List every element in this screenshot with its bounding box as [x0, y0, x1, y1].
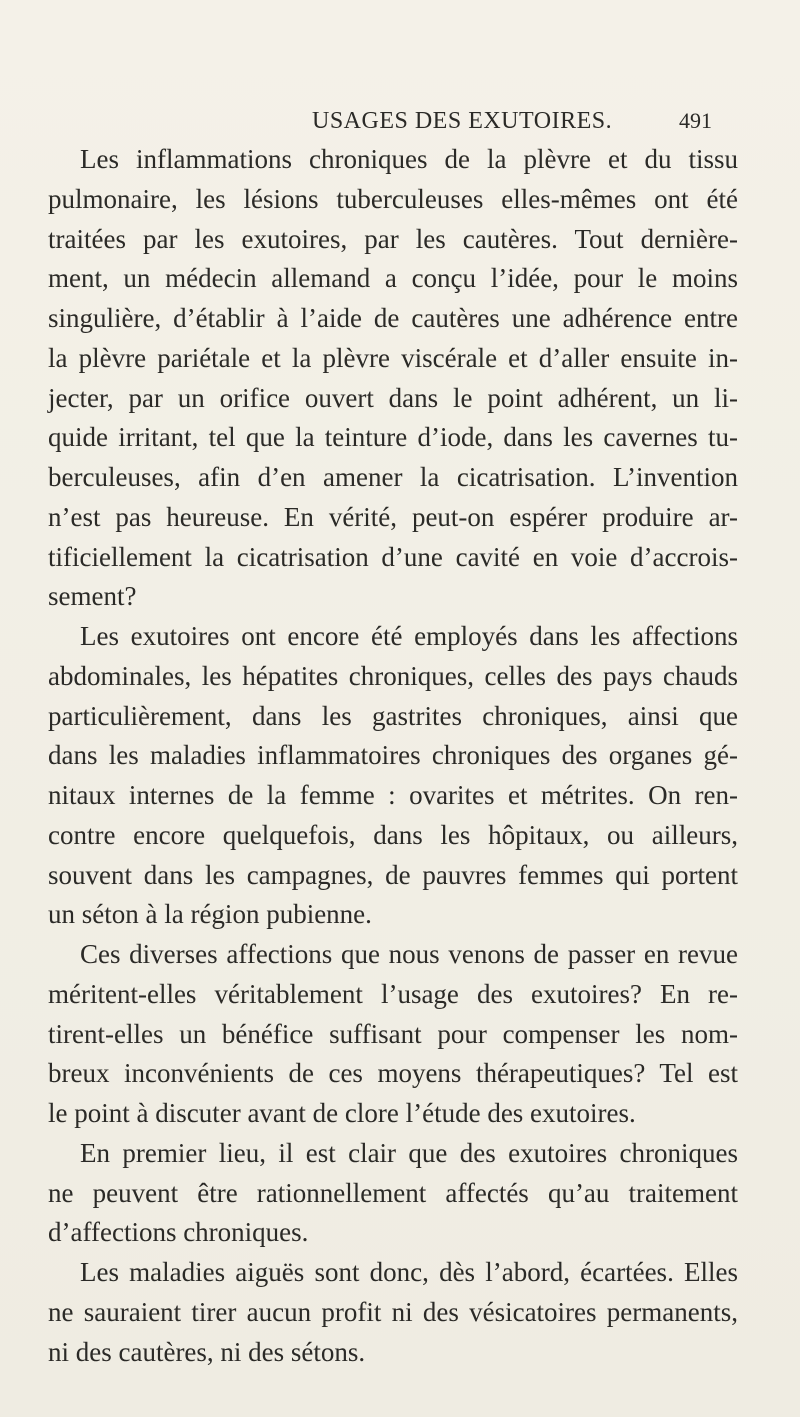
text-line-16: dans les maladies inflammatoires chroniques des organes gé-	[48, 740, 738, 771]
text-line-30: ne sauraient tirer aucun profit ni des vésicatoires permanents,	[48, 1296, 738, 1327]
text-line-21: Ces diverses affections que nous venons de passer en revue	[80, 939, 738, 969]
text-line-17: nitaux internes de la femme : ovarites et métrites. On ren-	[48, 780, 738, 810]
text-line-19: souvent dans les campagnes, de pauvres femmes qui portent	[48, 859, 738, 890]
text-line-5: singulière, d’établir à l’aide de cautères une adhérence entre	[48, 303, 738, 333]
text-line-26: En premier lieu, il est clair que des exutoires chroniques	[80, 1137, 738, 1168]
running-title: USAGES DES EXUTOIRES.	[312, 108, 613, 134]
text-line-9: berculeuses, afin d’en amener la cicatrisation. L’invention	[48, 462, 738, 492]
text-line-28: d’affections chroniques.	[48, 1217, 309, 1248]
text-line-15: particulièrement, dans les gastrites chroniques, ainsi que	[48, 700, 738, 731]
text-line-25: le point à discuter avant de clore l’étude des exutoires.	[48, 1098, 636, 1128]
text-line-29: Les maladies aiguës sont donc, dès l’abord, écartées. Elles	[80, 1257, 738, 1287]
text-line-8: quide irritant, tel que la teinture d’iode, dans les cavernes tu-	[48, 422, 738, 453]
text-line-13: Les exutoires ont encore été employés dans les affections	[80, 621, 738, 651]
text-line-20: un séton à la région pubienne.	[48, 899, 372, 930]
running-head	[0, 108, 800, 138]
text-line-4: ment, un médecin allemand a conçu l’idée, pour le moins	[48, 263, 738, 294]
text-line-23: tirent-elles un bénéfice suffisant pour compenser les nom-	[48, 1018, 738, 1049]
page-number: 491	[679, 108, 712, 133]
text-line-6: la plèvre pariétale et la plèvre viscérale et d’aller ensuite in-	[48, 342, 738, 373]
text-line-11: tificiellement la cicatrisation d’une cavité en voie d’accrois-	[48, 541, 738, 572]
text-line-3: traitées par les exutoires, par les cautères. Tout dernière-	[48, 223, 738, 254]
text-line-7: jecter, par un orifice ouvert dans le point adhérent, un li-	[48, 382, 738, 413]
text-line-31: ni des cautères, ni des sétons.	[48, 1336, 366, 1367]
text-line-24: breux inconvénients de ces moyens thérapeutiques? Tel est	[48, 1058, 738, 1089]
text-line-2: pulmonaire, les lésions tuberculeuses elles-mêmes ont été	[48, 183, 738, 214]
text-line-22: méritent-elles véritablement l’usage des exutoires? En re-	[48, 978, 738, 1009]
text-line-1: Les inflammations chroniques de la plèvre et du tissu	[80, 144, 738, 174]
text-line-27: ne peuvent être rationnellement affectés qu’au traitement	[48, 1177, 738, 1208]
text-line-10: n’est pas heureuse. En vérité, peut-on espérer produire ar-	[48, 501, 738, 532]
text-line-18: contre encore quelquefois, dans les hôpitaux, ou ailleurs,	[48, 819, 738, 850]
text-line-14: abdominales, les hépatites chroniques, celles des pays chauds	[48, 660, 738, 691]
body-text	[48, 140, 738, 1372]
text-line-12: sement?	[48, 581, 137, 612]
